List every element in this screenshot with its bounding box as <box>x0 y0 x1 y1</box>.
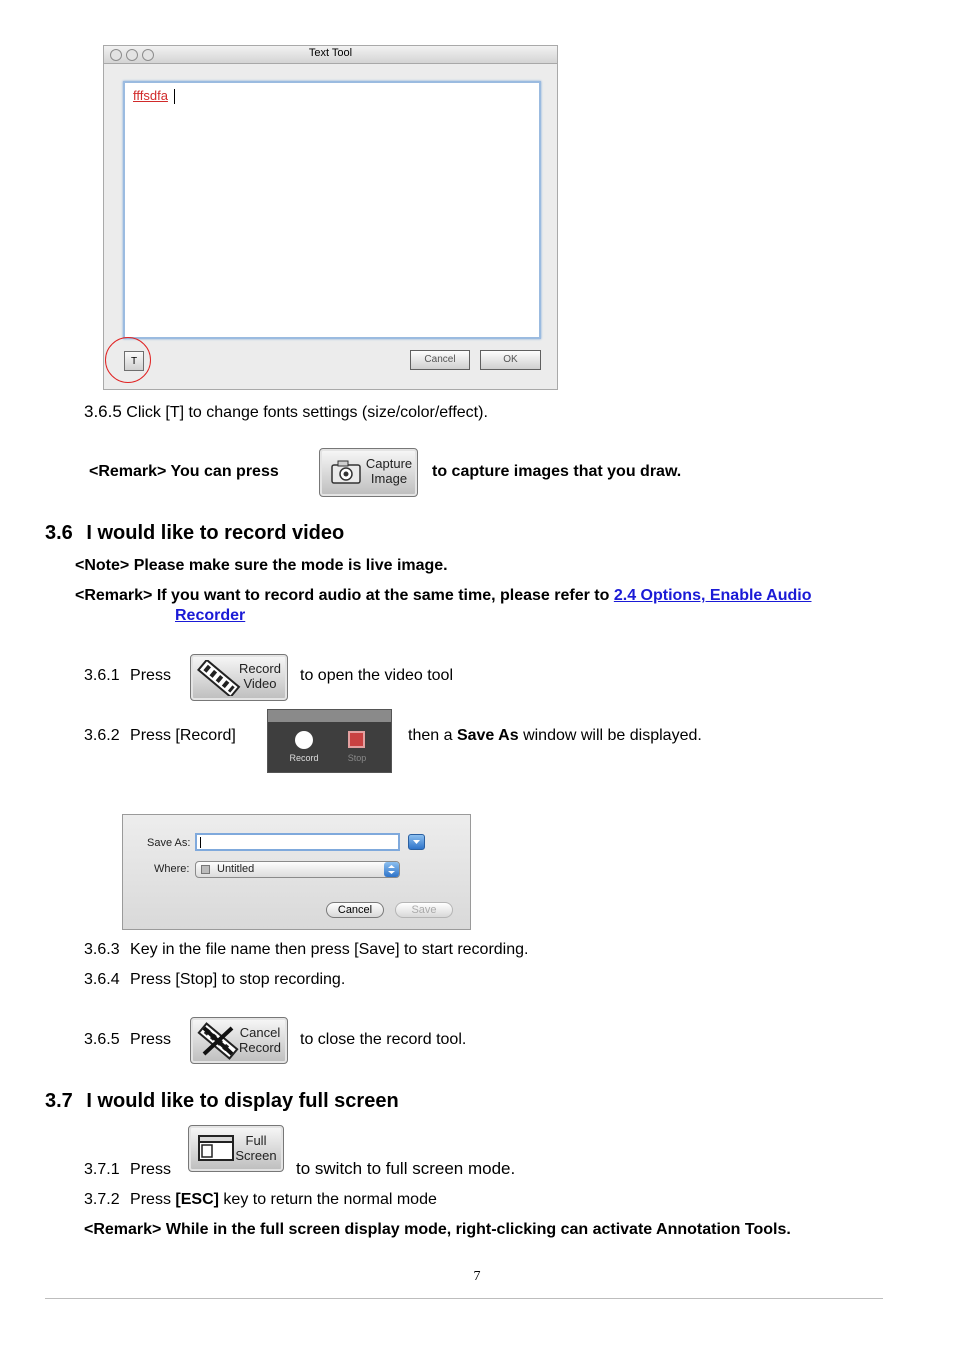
capture-image-button <box>319 448 418 497</box>
font-settings-button[interactable]: T <box>124 351 144 371</box>
step-text: Key in the file name then press [Save] to start recording. <box>130 941 529 958</box>
text-tool-content: fffsdfa <box>133 88 168 103</box>
section-37-heading <box>45 1090 399 1113</box>
step-number: 3.6.4 <box>84 971 120 988</box>
note-live-image: <Note> Please make sure the mode is live image. <box>75 557 448 574</box>
heading-text: I would like to display full screen <box>86 1090 399 1112</box>
step-365 <box>84 1030 171 1050</box>
step-pre: Press <box>130 1191 171 1208</box>
section-36-heading <box>45 522 344 545</box>
step-number: 3.6.5 <box>84 402 122 421</box>
options-audio-link[interactable]: 2.4 Options, Enable Audio <box>613 587 812 604</box>
options-audio-link-2[interactable]: Recorder <box>175 607 246 624</box>
remark-audio-text: <Remark> If you want to record audio at the same time, please refer to <box>75 587 610 604</box>
cancel-record-button <box>190 1017 288 1064</box>
step-372 <box>84 1190 437 1210</box>
step-press: Press [Record] <box>130 727 236 744</box>
save-dialog-save-button[interactable]: Save <box>395 902 453 918</box>
remark-audio-line2 <box>175 606 245 626</box>
chevron-down-icon <box>409 835 424 849</box>
stop-square-icon[interactable] <box>348 731 365 748</box>
save-as-label: Save As: <box>147 837 191 849</box>
record-video-label-1: Record <box>239 661 281 676</box>
record-toolbar-top <box>268 710 391 722</box>
step-371 <box>84 1160 171 1180</box>
step-365-suffix: to close the record tool. <box>300 1031 467 1048</box>
remark-annotation: <Remark> While in the full screen display mode, right-clicking can activate Annotation Tools. <box>84 1221 791 1238</box>
window-icon <box>197 1134 237 1164</box>
step-361 <box>84 666 171 686</box>
folder-icon <box>201 865 210 874</box>
full-screen-button <box>188 1125 284 1172</box>
text-cursor <box>174 89 175 104</box>
input-cursor <box>200 837 201 848</box>
heading-number: 3.7 <box>45 1090 73 1112</box>
record-video-label-2: Video <box>243 676 277 691</box>
step-number: 3.6.2 <box>84 727 120 744</box>
remark-capture-prefix: <Remark> You can press <box>89 463 279 480</box>
save-as-dialog <box>122 814 471 930</box>
stop-label: Stop <box>347 753 367 763</box>
text-tool-text-area[interactable] <box>123 81 541 339</box>
remark-capture-suffix: to capture images that you draw. <box>432 463 682 480</box>
step-number: 3.7.1 <box>84 1161 120 1178</box>
step-number: 3.7.2 <box>84 1191 120 1208</box>
text-tool-window <box>103 45 558 390</box>
where-select[interactable] <box>195 861 400 878</box>
step-365-top <box>84 402 488 423</box>
record-dot-icon[interactable] <box>295 731 313 749</box>
step-371-suffix: to switch to full screen mode. <box>296 1159 516 1178</box>
step-text: Click [T] to change fonts settings (size/color/effect). <box>126 404 488 421</box>
step-363 <box>84 940 528 960</box>
cancel-record-label-1: Cancel <box>239 1025 281 1040</box>
save-dialog-cancel-button[interactable]: Cancel <box>326 902 384 918</box>
suffix-post: window will be displayed. <box>523 727 702 744</box>
cancel-record-label-2: Record <box>239 1040 281 1055</box>
remark-audio <box>75 586 812 606</box>
where-value: Untitled <box>217 863 255 875</box>
text-tool-ok-button[interactable]: OK <box>480 350 541 370</box>
step-number: 3.6.1 <box>84 667 120 684</box>
record-toolbar <box>267 709 392 773</box>
suffix-pre: then a <box>408 727 453 744</box>
page-number: 7 <box>473 1269 481 1284</box>
capture-label-2: Image <box>370 471 408 486</box>
heading-text: I would like to record video <box>86 522 345 544</box>
step-text: Press [Stop] to stop recording. <box>130 971 346 988</box>
capture-label-1: Capture <box>365 456 413 471</box>
where-label: Where: <box>154 863 190 875</box>
select-arrows-icon <box>384 862 399 877</box>
heading-number: 3.6 <box>45 522 73 544</box>
full-screen-label-2: Screen <box>235 1148 277 1163</box>
record-video-button <box>190 654 288 701</box>
cancel-film-icon <box>196 1022 240 1060</box>
step-362-suffix <box>408 726 702 746</box>
save-as-input[interactable] <box>195 833 400 851</box>
step-post: key to return the normal mode <box>223 1191 437 1208</box>
expand-dialog-button[interactable] <box>408 834 425 850</box>
step-number: 3.6.3 <box>84 941 120 958</box>
step-bold: [ESC] <box>175 1191 219 1208</box>
step-361-suffix: to open the video tool <box>300 667 454 684</box>
step-press: Press <box>130 667 171 684</box>
step-press: Press <box>130 1161 171 1178</box>
camera-icon <box>326 459 366 487</box>
step-364 <box>84 970 345 990</box>
step-press: Press <box>130 1031 171 1048</box>
text-tool-cancel-button[interactable]: Cancel <box>410 350 470 370</box>
text-tool-title: Text Tool <box>308 47 353 59</box>
suffix-bold: Save As <box>456 727 519 744</box>
text-tool-titlebar <box>104 46 557 64</box>
full-screen-label-1: Full <box>245 1133 267 1148</box>
footer-rule <box>45 1298 883 1299</box>
step-362 <box>84 726 236 746</box>
step-number: 3.6.5 <box>84 1031 120 1048</box>
record-label: Record <box>289 753 319 763</box>
